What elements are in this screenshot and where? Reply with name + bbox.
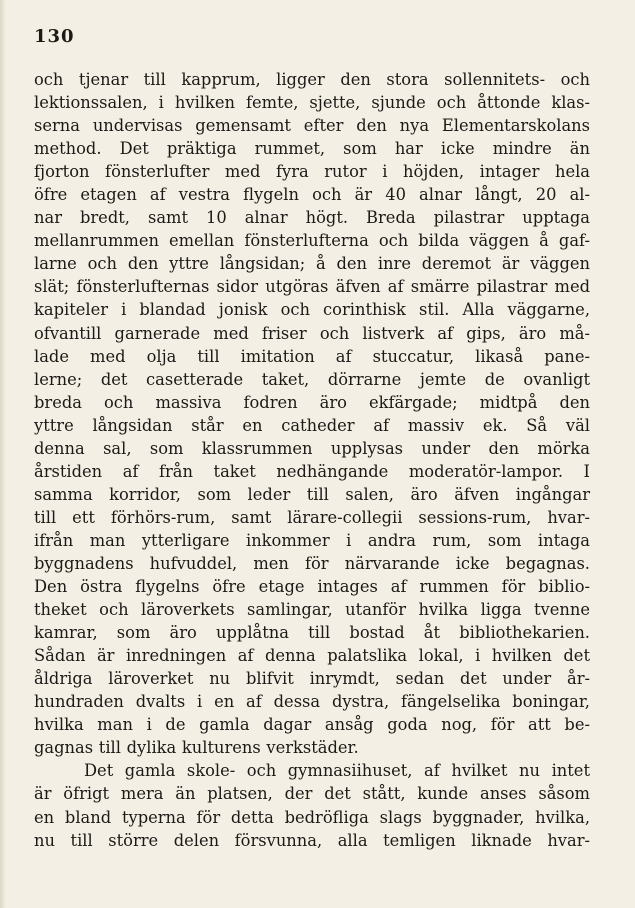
text-line: lade med olja till imitation af stuccatur, likaså pane- xyxy=(34,346,590,366)
text-line: gagnas till dylika kulturens verkstäder. xyxy=(34,738,359,758)
text-line: fjorton fönsterlufter med fyra rutor i höjden, intager hela xyxy=(34,162,590,182)
text-line: samma korridor, som leder till salen, äro äfven ingångar xyxy=(34,484,590,504)
text-line: method. Det präktiga rummet, som har icke mindre än xyxy=(34,139,590,159)
text-line: theket och läroverkets samlingar, utanför hvilka ligga tvenne xyxy=(34,600,590,620)
text-line: lerne; det casetterade taket, dörrarne jemte de ovanligt xyxy=(34,369,590,389)
text-line: öfre etagen af vestra flygeln och är 40 alnar långt, 20 al- xyxy=(34,185,590,205)
text-line: Den östra flygelns öfre etage intages af rummen för biblio- xyxy=(34,577,590,597)
text-line: kapiteler i blandad jonisk och corinthisk stil. Alla väggarne, xyxy=(34,300,590,320)
text-line: slät; fönsterlufternas sidor utgöras äfven af smärre pilastrar med xyxy=(34,277,590,297)
text-line: kamrar, som äro upplåtna till bostad åt bibliothekarien. xyxy=(34,623,590,643)
text-line: ofvantill garnerade med friser och listverk af gips, äro må- xyxy=(34,323,590,343)
text-line: byggnadens hufvuddel, men för närvarande icke begagnas. xyxy=(34,553,590,573)
text-line: denna sal, som klassrummen upplysas under den mörka xyxy=(34,438,590,458)
text-line: en bland typerna för detta bedröfliga slags byggnader, hvilka, xyxy=(34,807,590,827)
text-line: ifrån man ytterligare inkommer i andra rum, som intaga xyxy=(34,530,590,550)
text-line: hvilka man i de gamla dagar ansåg goda nog, för att be- xyxy=(34,715,590,735)
text-line: mellanrummen emellan fönsterlufterna och bilda väggen å gaf- xyxy=(34,231,590,251)
text-line: nar bredt, samt 10 alnar högt. Breda pilastrar upptaga xyxy=(34,208,590,228)
text-line: yttre långsidan står en catheder af massiv ek. Så väl xyxy=(34,415,590,435)
text-line: Sådan är inredningen af denna palatslika lokal, i hvilken det xyxy=(34,646,590,666)
text-line: och tjenar till kapprum, ligger den stora sollennitets- och xyxy=(34,70,590,89)
text-line: åldriga läroverket nu blifvit inrymdt, sedan det under år- xyxy=(34,669,590,689)
page-gutter-shadow xyxy=(0,0,6,908)
text-line: larne och den yttre långsidan; å den inre deremot är väggen xyxy=(34,254,590,274)
text-line: lektionssalen, i hvilken femte, sjette, sjunde och åttonde klas- xyxy=(34,93,590,113)
text-line: till ett förhörs-rum, samt lärare-collegii sessions-rum, hvar- xyxy=(34,507,590,527)
text-line: nu till större delen försvunna, alla temligen liknade hvar- xyxy=(34,830,590,850)
text-line: serna undervisas gemensamt efter den nya Elementarskolans xyxy=(34,116,590,136)
text-line: Det gamla skole- och gymnasiihuset, af hvilket nu intet xyxy=(84,761,590,781)
text-line: är öfrigt mera än platsen, der det stått, kunde anses såsom xyxy=(34,784,590,804)
body-text xyxy=(34,68,590,852)
text-line: årstiden af från taket nedhängande moderatör-lampor. I xyxy=(34,461,590,481)
page-number: 130 xyxy=(34,26,75,47)
text-line: hundraden dvalts i en af dessa dystra, fängelselika boningar, xyxy=(34,692,590,712)
text-line: breda och massiva fodren äro ekfärgade; midtpå den xyxy=(34,392,590,412)
